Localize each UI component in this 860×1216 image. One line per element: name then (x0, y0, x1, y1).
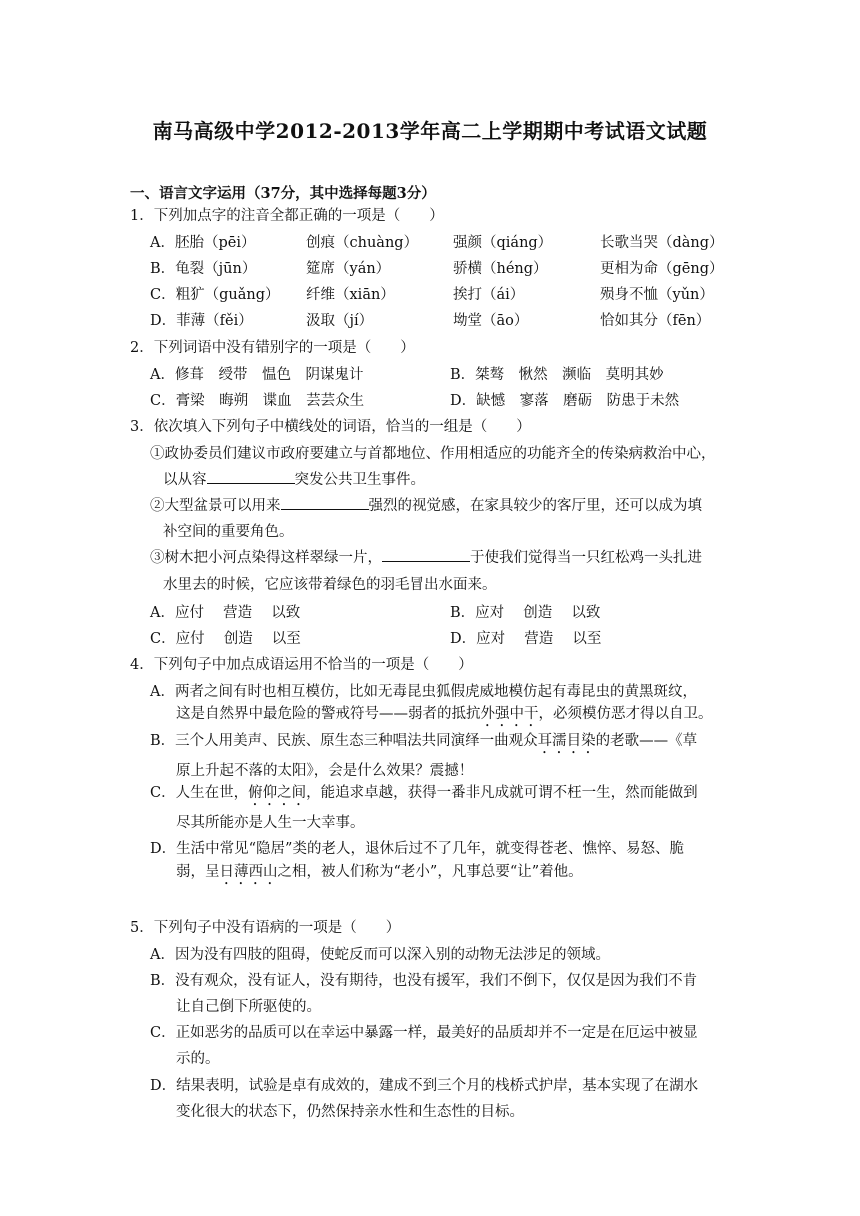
q3-sentence-1-line-1: ①政协委员们建议市政府要建立与首都地位、作用相适应的功能齐全的传染病救治中心， (150, 446, 716, 462)
q1-option-c-4: 殒身不恤（yǔn） (600, 287, 714, 303)
question-1-stem: 1．下列加点字的注音全都正确的一项是（ ） (130, 208, 444, 224)
q1-option-b-1: B．龟裂（jūn） (150, 261, 257, 277)
q1-option-d-2: 汲取（jí） (306, 313, 374, 329)
dotted-idiom: 日薄西山 (219, 864, 278, 880)
q1-option-a-3: 强颜（qiáng） (453, 235, 553, 251)
q3-option-c: C．应付 创造 以至 (150, 631, 301, 647)
q1-option-d-1: D．菲薄（fěi） (150, 313, 253, 329)
section-heading: 一、语言文字运用（37分，其中选择每题3分） (130, 185, 436, 202)
q3-sentence-3-line-2: 水里去的时候，它应该带着绿色的羽毛冒出水面来。 (163, 577, 497, 593)
q4-option-d-line-2: 弱，呈日薄西山之相，被人们称为“老小”，凡事总要“让”着他。 (176, 864, 583, 880)
q4-option-c-line-2: 尽其所能亦是人生一大幸事。 (176, 815, 365, 831)
question-4-stem: 4．下列句子中加点成语运用不恰当的一项是（ ） (130, 657, 473, 673)
q5-option-c-line-1: C．正如恶劣的品质可以在幸运中暴露一样，最美好的品质却并不一定是在厄运中被显 (150, 1025, 698, 1041)
q4-option-b-line-2: 原上升起不落的太阳》，会是什么效果？震撼！ (176, 763, 474, 779)
q1-option-c-1: C．粗犷（guǎng） (150, 287, 280, 303)
q4-option-a-line-1: A．两者之间有时也相互模仿，比如无毒昆虫狐假虎威地模仿起有毒昆虫的黄黑斑纹， (150, 684, 697, 700)
q2-option-d: D．缺憾 寥落 磨砺 防患于未然 (450, 393, 680, 409)
q2-option-c: C．膏梁 晦朔 谍血 芸芸众生 (150, 393, 365, 409)
blank-line (281, 496, 369, 510)
q3-sentence-2-line-2: 补空间的重要角色。 (163, 524, 294, 540)
q3-option-d: D．应对 营造 以至 (450, 631, 602, 647)
blank-line (207, 470, 295, 484)
q4-option-c-line-1: C．人生在世，俯仰之间，能追求卓越，获得一番非凡成就可谓不枉一生，然而能做到 (150, 785, 698, 801)
exam-title: 南马高级中学2012-2013学年高二上学期期中考试语文试题 (152, 119, 708, 143)
q1-option-b-4: 更相为命（gēng） (600, 261, 724, 277)
dotted-idiom: 耳濡目染 (537, 733, 596, 749)
dotted-idiom: 外强中干 (480, 706, 539, 722)
dotted-idiom: 俯仰之间 (248, 785, 307, 801)
q2-option-b: B．桀骜 愀然 濒临 莫明其妙 (450, 367, 664, 383)
q5-option-d-line-2: 变化很大的状态下，仍然保持亲水性和生态性的目标。 (176, 1104, 524, 1120)
q5-option-b-line-2: 让自己倒下所驱使的。 (176, 999, 321, 1015)
q1-option-a-4: 长歌当哭（dàng） (600, 235, 724, 251)
q3-option-b: B．应对 创造 以致 (450, 605, 601, 621)
q3-sentence-1-line-2: 以从容 突发公共卫生事件。 (163, 472, 425, 488)
blank-line (382, 548, 470, 562)
q3-option-a: A．应付 营造 以致 (150, 605, 301, 621)
q3-sentence-2-line-1: ②大型盆景可以用来 强烈的视觉感，在家具较少的客厅里，还可以成为填 (150, 498, 702, 514)
q1-option-d-3: 坳堂（āo） (453, 313, 529, 329)
question-3-stem: 3．依次填入下列句子中横线处的词语，恰当的一组是（ ） (130, 419, 531, 435)
q1-option-c-2: 纤维（xiān） (306, 287, 395, 303)
q1-option-a-2: 创痕（chuàng） (306, 235, 419, 251)
q5-option-c-line-2: 示的。 (176, 1051, 220, 1067)
q5-option-b-line-1: B．没有观众，没有证人，没有期待，也没有援军，我们不倒下，仅仅是因为我们不肯 (150, 973, 698, 989)
q4-option-a-line-2: 这是自然界中最危险的警戒符号——弱者的抵抗外强中干，必须模仿恶才得以自卫。 (176, 706, 713, 722)
q4-option-d-line-1: D．生活中常见“隐居”类的老人，退休后过不了几年，就变得苍老、憔悴、易怒、脆 (150, 841, 684, 857)
q1-option-a-1: A．胚胎（pēi） (150, 235, 256, 251)
q5-option-a: A．因为没有四肢的阻碍，使蛇反而可以深入别的动物无法涉足的领域。 (150, 947, 610, 963)
q5-option-d-line-1: D．结果表明，试验是卓有成效的，建成不到三个月的栈桥式护岸，基本实现了在湖水 (150, 1078, 699, 1094)
q3-sentence-3-line-1: ③树木把小河点染得这样翠绿一片， 于使我们觉得当一只红松鸡一头扎进 (150, 550, 702, 566)
q1-option-b-2: 筵席（yán） (306, 261, 391, 277)
q1-option-b-3: 骄横（héng） (453, 261, 548, 277)
question-2-stem: 2．下列词语中没有错别字的一项是（ ） (130, 340, 415, 356)
q4-option-b-line-1: B．三个人用美声、民族、原生态三种唱法共同演绎一曲观众耳濡目染的老歌——《草 (150, 733, 698, 749)
q1-option-d-4: 恰如其分（fēn） (600, 313, 711, 329)
question-5-stem: 5．下列句子中没有语病的一项是（ ） (130, 920, 401, 936)
q1-option-c-3: 挨打（ái） (453, 287, 525, 303)
q2-option-a: A．修葺 绶带 愠色 阴谋鬼计 (150, 367, 364, 383)
